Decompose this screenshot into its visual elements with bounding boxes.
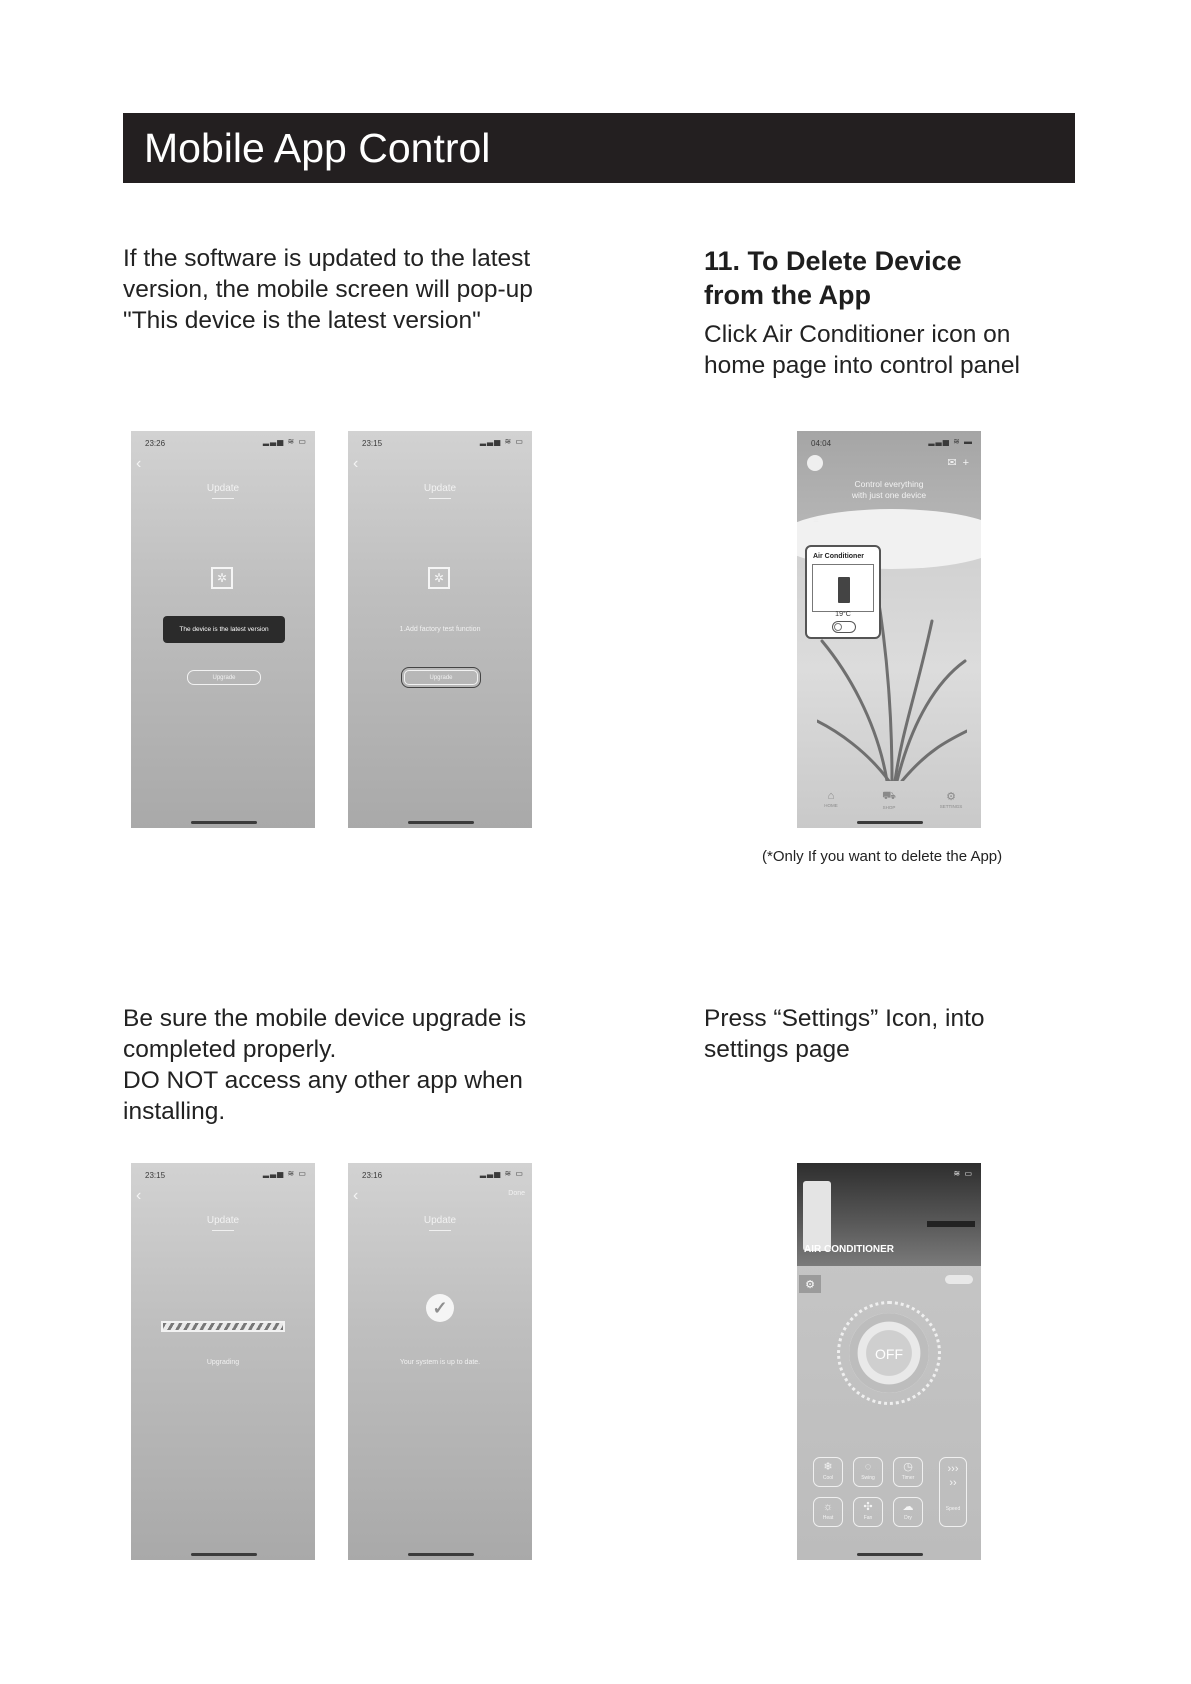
status-icons: ▂▃▅ ≋ ▬ — [928, 437, 973, 446]
tab-home[interactable] — [811, 790, 851, 808]
up-to-date-message: Your system is up to date. — [399, 1359, 481, 1366]
mode-heat-button[interactable] — [813, 1497, 843, 1527]
card-title: Air Conditioner — [813, 553, 864, 560]
text-line: home page into control panel — [704, 352, 1020, 379]
delete-note: (*Only If you want to delete the App) — [762, 848, 1003, 865]
section-body — [704, 319, 1020, 381]
card-temperature: 19°C — [835, 611, 851, 618]
phone-screenshot-upgrading — [131, 1163, 315, 1560]
text-line: Be sure the mobile device upgrade is — [123, 1005, 527, 1032]
status-icons: ▂▃▅ ≋ ▭ — [479, 1169, 524, 1178]
mode-label: Cool — [822, 1475, 834, 1481]
timer-icon: ◷ — [903, 1461, 913, 1473]
speed-label: Speed — [945, 1506, 961, 1512]
tab-label: SHOP — [882, 805, 896, 810]
back-icon[interactable]: ‹ — [353, 455, 359, 472]
mode-dry-button[interactable] — [893, 1497, 923, 1527]
mode-label: Dry — [904, 1515, 912, 1521]
card-image-frame — [812, 564, 874, 612]
back-icon[interactable]: ‹ — [136, 1187, 142, 1204]
table-photo — [927, 1221, 975, 1227]
dry-icon: ☁ — [902, 1501, 914, 1513]
upgrade-button[interactable]: Upgrade — [404, 670, 478, 685]
page-title: Mobile App Control — [144, 125, 491, 171]
screen-title: Update — [206, 1215, 240, 1226]
swing-icon: ◌ — [864, 1461, 872, 1473]
title-underline — [212, 1230, 234, 1231]
phone-screenshot-up-to-date — [348, 1163, 532, 1560]
text-line: "This device is the latest version" — [123, 307, 481, 334]
text-line: version, the mobile screen will pop-up — [123, 276, 533, 303]
phone-screenshot-latest-version — [131, 431, 315, 828]
snowflake-icon: ❄ — [823, 1461, 833, 1473]
gear-icon: ✲ — [211, 567, 233, 589]
status-icons: ≋ ▭ — [953, 1169, 973, 1178]
mode-fan-button[interactable] — [853, 1497, 883, 1527]
power-status: OFF — [875, 1346, 903, 1362]
upgrade-paragraph — [123, 1003, 526, 1127]
toast-message: The device is the latest version — [163, 616, 285, 643]
check-icon: ✓ — [426, 1294, 454, 1322]
text-line: If the software is updated to the latest — [123, 245, 531, 272]
phone-screenshot-control-panel — [797, 1163, 981, 1560]
mode-cool-button[interactable] — [813, 1457, 843, 1487]
menu-icon[interactable]: ≡ — [813, 515, 819, 526]
heading-line: 11. To Delete Device — [704, 246, 962, 276]
mode-label: Timer — [901, 1475, 915, 1481]
screen-title: Update — [423, 483, 457, 494]
device-title: AIR CONDITIONER — [804, 1244, 894, 1255]
tab-settings[interactable] — [931, 790, 971, 809]
avatar[interactable] — [807, 455, 823, 471]
sun-icon: ☼ — [822, 1501, 834, 1513]
air-conditioner-icon — [838, 577, 850, 603]
status-time: 23:15 — [145, 1171, 166, 1180]
status-time: 04:04 — [811, 439, 832, 448]
title-underline — [429, 498, 451, 499]
mode-label: Fan — [863, 1515, 873, 1521]
header-bar — [123, 113, 1075, 183]
speed-button[interactable] — [939, 1457, 967, 1527]
status-time: 23:26 — [145, 439, 166, 448]
settings-paragraph — [704, 1003, 985, 1065]
tagline — [797, 479, 981, 501]
unit-toggle[interactable] — [945, 1275, 973, 1284]
mode-label: Swing — [861, 1475, 875, 1481]
mode-timer-button[interactable] — [893, 1457, 923, 1487]
back-icon[interactable]: ‹ — [353, 1187, 359, 1204]
tab-label: SETTINGS — [939, 804, 963, 809]
back-icon[interactable]: ‹ — [136, 455, 142, 472]
fan-icon: ✣ — [863, 1501, 873, 1513]
home-indicator — [408, 1553, 474, 1556]
text-line: DO NOT access any other app when — [123, 1067, 523, 1094]
home-indicator — [408, 821, 474, 824]
text-line: installing. — [123, 1098, 226, 1125]
status-icons: ▂▃▅ ≋ ▭ — [262, 437, 307, 446]
gear-icon: ✲ — [428, 567, 450, 589]
phone-screenshot-home — [797, 431, 981, 828]
done-button[interactable]: Done — [508, 1190, 525, 1197]
text-line: completed properly. — [123, 1036, 337, 1063]
tagline-line: with just one device — [851, 490, 927, 500]
home-indicator — [857, 821, 923, 824]
text-line: settings page — [704, 1036, 850, 1063]
screen-title: Update — [423, 1215, 457, 1226]
upgrading-label: Upgrading — [206, 1359, 240, 1366]
text-line: Press “Settings” Icon, into — [704, 1005, 985, 1032]
title-underline — [429, 1230, 451, 1231]
text-line: Click Air Conditioner icon on — [704, 321, 1011, 348]
status-icons: ▂▃▅ ≋ ▭ — [479, 437, 524, 446]
status-time: 23:15 — [362, 439, 383, 448]
message-add-icons[interactable]: ✉+ — [947, 457, 975, 469]
tab-bar — [797, 790, 981, 816]
air-conditioner-photo — [803, 1181, 831, 1251]
settings-gear-icon[interactable]: ⚙ — [799, 1275, 821, 1293]
update-note: 1.Add factory test function — [399, 626, 481, 633]
upgrade-button[interactable]: Upgrade — [187, 670, 261, 685]
upgrade-progress-bar — [161, 1321, 285, 1332]
tab-label: HOME — [824, 803, 838, 808]
room-photo — [797, 1163, 981, 1266]
home-indicator — [191, 1553, 257, 1556]
home-indicator — [857, 1553, 923, 1556]
home-indicator — [191, 821, 257, 824]
power-toggle[interactable] — [832, 621, 856, 633]
speed-arrows-icon: ››› ›› — [947, 1463, 959, 1489]
status-time: 23:16 — [362, 1171, 383, 1180]
home-icon: ⌂ — [827, 790, 835, 802]
phone-screenshot-upgrade — [348, 431, 532, 828]
air-conditioner-card[interactable] — [805, 545, 881, 639]
section-heading — [704, 244, 962, 312]
mode-swing-button[interactable] — [853, 1457, 883, 1487]
mode-label: Heat — [822, 1515, 834, 1521]
heading-line: from the App — [704, 280, 871, 310]
settings-icon: ⚙ — [946, 791, 956, 803]
title-underline — [212, 498, 234, 499]
cart-icon: ⛟ — [882, 790, 896, 802]
update-paragraph — [123, 243, 533, 336]
tagline-line: Control everything — [854, 479, 924, 489]
status-icons: ▂▃▅ ≋ ▭ — [262, 1169, 307, 1178]
tab-shop[interactable] — [869, 790, 909, 810]
screen-title: Update — [206, 483, 240, 494]
